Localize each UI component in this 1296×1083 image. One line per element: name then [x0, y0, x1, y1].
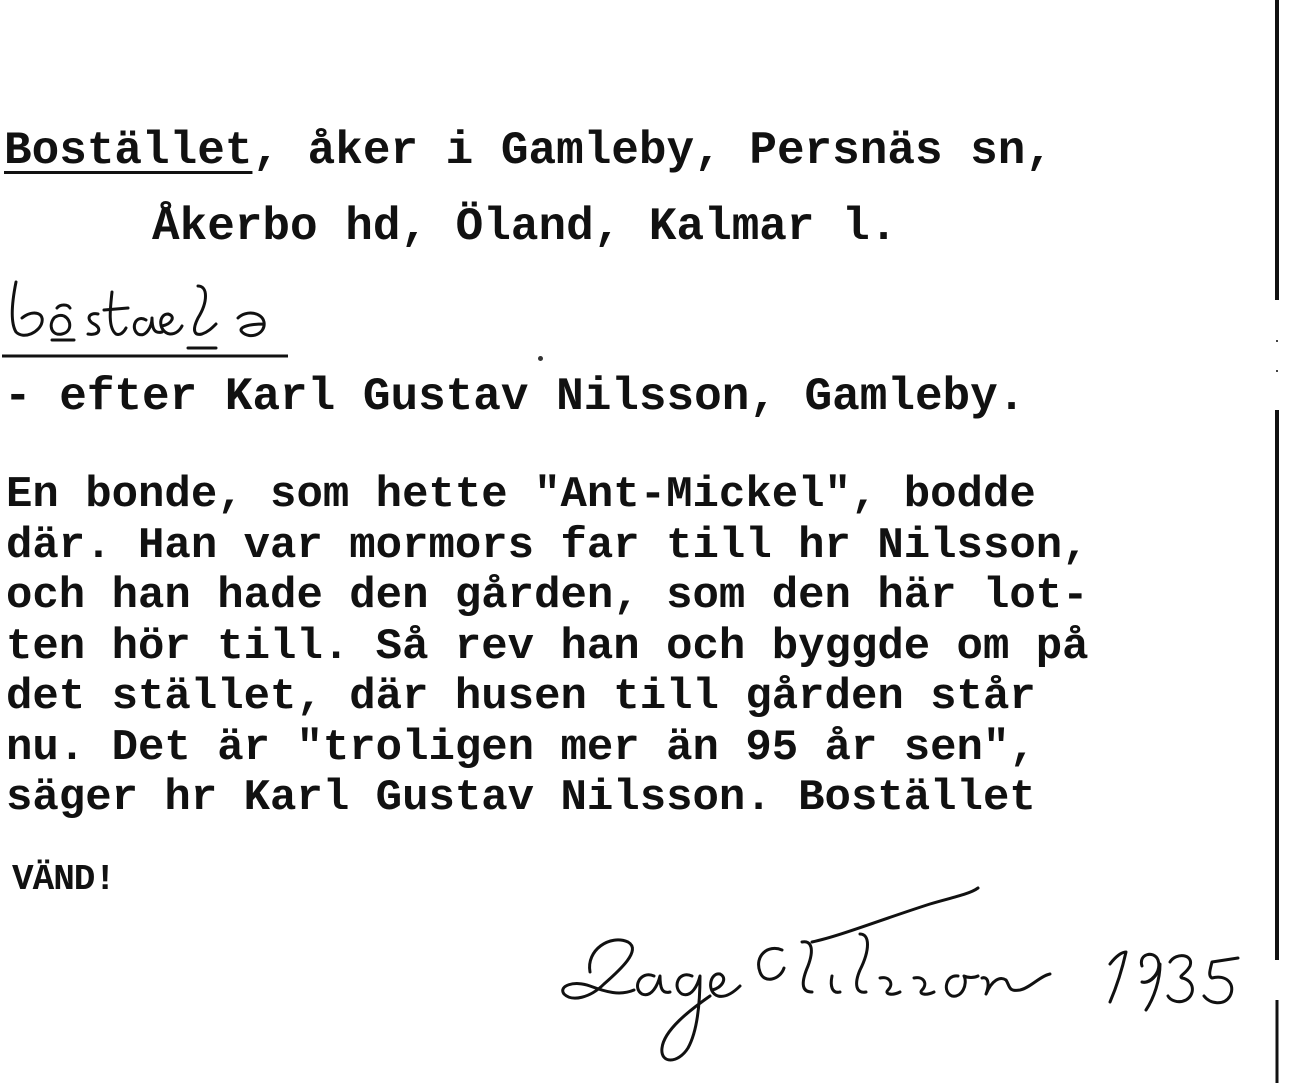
narrative-line: säger hr Karl Gustav Nilsson. Bostället — [6, 773, 1036, 823]
narrative-line: ten hör till. Så rev han och byggde om på — [6, 621, 1089, 672]
place-heading-line2: Åkerbo hd, Öland, Kalmar l. — [152, 201, 898, 253]
narrative-line: det stället, där husen till gården står — [6, 672, 1036, 722]
narrative-body — [6, 470, 1276, 824]
place-details: , åker i Gamleby, Persnäs sn, — [252, 125, 1053, 177]
place-name: Bostället — [4, 125, 253, 177]
place-heading-line1 — [4, 125, 1053, 177]
turn-over-note: VÄND! — [12, 859, 116, 900]
narrative-line: nu. Det är "troligen mer än 95 år sen", — [6, 722, 1036, 773]
signature-handwriting — [550, 880, 1270, 1070]
narrative-line: och han hade den gården, som den här lot- — [6, 571, 1089, 621]
narrative-line: där. Han var mormors far till hr Nilsson, — [6, 520, 1089, 571]
narrative-line: En bonde, som hette "Ant-Mickel", bodde — [6, 470, 1036, 520]
phonetic-handwriting — [2, 262, 292, 362]
card-edge-line — [1274, 0, 1280, 1083]
ink-speck — [538, 356, 543, 361]
informant-line: - efter Karl Gustav Nilsson, Gamleby. — [4, 371, 1026, 423]
